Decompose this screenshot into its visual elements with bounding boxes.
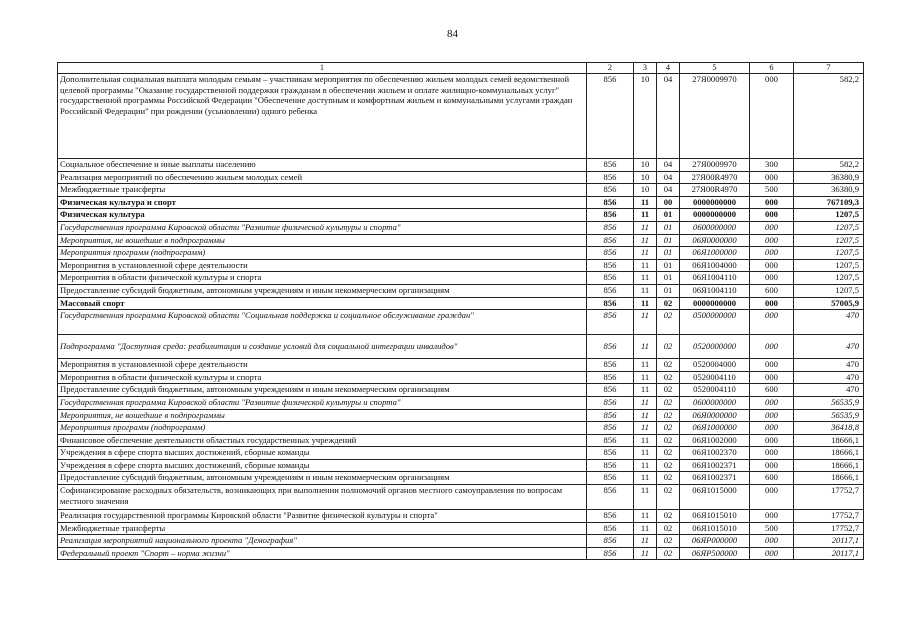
cell-department: 856	[587, 247, 634, 260]
cell-section: 11	[634, 422, 657, 435]
cell-subsection: 01	[657, 247, 680, 260]
cell-expense-type: 000	[750, 447, 794, 460]
cell-target-item: 06Я0000000	[680, 409, 750, 422]
cell-department: 856	[587, 234, 634, 247]
table-row	[58, 310, 864, 335]
header-cell-amount: 7	[794, 63, 864, 74]
cell-section: 10	[634, 159, 657, 172]
cell-name: Учреждения в сфере спорта высших достижений, сборные команды	[58, 447, 587, 460]
cell-expense-type: 000	[750, 547, 794, 560]
cell-amount: 470	[794, 384, 864, 397]
cell-amount: 1207,5	[794, 209, 864, 222]
cell-section: 11	[634, 247, 657, 260]
cell-department: 856	[587, 209, 634, 222]
table-row	[58, 196, 864, 209]
table-row	[58, 485, 864, 510]
cell-expense-type: 000	[750, 335, 794, 359]
table-row	[58, 434, 864, 447]
cell-target-item: 0520004110	[680, 371, 750, 384]
cell-target-item: 06Я1002371	[680, 459, 750, 472]
cell-subsection: 02	[657, 396, 680, 409]
cell-name: Мероприятия в области физической культуры и спорта	[58, 371, 587, 384]
cell-target-item: 06Я1015000	[680, 485, 750, 510]
cell-expense-type: 600	[750, 384, 794, 397]
cell-section: 11	[634, 284, 657, 297]
cell-subsection: 02	[657, 547, 680, 560]
cell-subsection: 01	[657, 259, 680, 272]
cell-subsection: 02	[657, 485, 680, 510]
cell-name: Подпрограмма "Доступная среда: реабилитация и создание условий для социальной интеграции инвалидов"	[58, 335, 587, 359]
cell-department: 856	[587, 196, 634, 209]
cell-section: 11	[634, 196, 657, 209]
cell-amount: 470	[794, 335, 864, 359]
cell-name: Реализация мероприятий по обеспечению жильем молодых семей	[58, 171, 587, 184]
cell-department: 856	[587, 297, 634, 310]
cell-name: Мероприятия в области физической культуры и спорта	[58, 272, 587, 285]
cell-name: Софинансирование расходных обязательств, возникающих при выполнении полномочий органов местного самоуправления по вопросам местного значения	[58, 485, 587, 510]
cell-amount: 582,2	[794, 74, 864, 159]
cell-section: 11	[634, 259, 657, 272]
cell-section: 11	[634, 547, 657, 560]
cell-expense-type: 000	[750, 409, 794, 422]
cell-department: 856	[587, 171, 634, 184]
table-row	[58, 384, 864, 397]
header-cell-target-item: 5	[680, 63, 750, 74]
cell-section: 11	[634, 535, 657, 548]
budget-table	[57, 62, 864, 560]
header-cell-section: 3	[634, 63, 657, 74]
cell-amount: 56535,9	[794, 396, 864, 409]
cell-subsection: 02	[657, 359, 680, 372]
cell-name: Межбюджетные трансферты	[58, 184, 587, 197]
cell-expense-type: 000	[750, 396, 794, 409]
cell-subsection: 02	[657, 447, 680, 460]
cell-subsection: 02	[657, 409, 680, 422]
table-row	[58, 259, 864, 272]
cell-amount: 767109,3	[794, 196, 864, 209]
cell-name: Мероприятия, не вошедшие в подпрограммы	[58, 234, 587, 247]
cell-department: 856	[587, 359, 634, 372]
cell-section: 11	[634, 384, 657, 397]
table-row	[58, 510, 864, 523]
cell-amount: 57005,9	[794, 297, 864, 310]
cell-department: 856	[587, 335, 634, 359]
cell-subsection: 02	[657, 371, 680, 384]
cell-section: 11	[634, 335, 657, 359]
cell-name: Мероприятия в установленной сфере деятельности	[58, 359, 587, 372]
cell-department: 856	[587, 74, 634, 159]
cell-section: 10	[634, 74, 657, 159]
cell-department: 856	[587, 459, 634, 472]
cell-target-item: 27Я00R4970	[680, 184, 750, 197]
cell-name: Учреждения в сфере спорта высших достижений, сборные команды	[58, 459, 587, 472]
cell-name: Мероприятия программ (подпрограмм)	[58, 422, 587, 435]
cell-subsection: 04	[657, 171, 680, 184]
cell-amount: 470	[794, 310, 864, 335]
cell-target-item: 0600000000	[680, 221, 750, 234]
table-row	[58, 272, 864, 285]
cell-expense-type: 000	[750, 297, 794, 310]
cell-section: 11	[634, 485, 657, 510]
cell-name: Государственная программа Кировской области "Развитие физической культуры и спорта"	[58, 396, 587, 409]
cell-expense-type: 600	[750, 284, 794, 297]
table-row	[58, 335, 864, 359]
cell-target-item: 06Я1004110	[680, 272, 750, 285]
cell-subsection: 02	[657, 422, 680, 435]
cell-expense-type: 000	[750, 74, 794, 159]
cell-expense-type: 000	[750, 371, 794, 384]
cell-amount: 18666,1	[794, 447, 864, 460]
cell-amount: 470	[794, 371, 864, 384]
cell-subsection: 02	[657, 522, 680, 535]
cell-name: Государственная программа Кировской области "Социальная поддержка и социальное обслуживание граждан"	[58, 310, 587, 335]
cell-amount: 17752,7	[794, 485, 864, 510]
cell-amount: 20117,1	[794, 547, 864, 560]
cell-expense-type: 000	[750, 459, 794, 472]
table-row	[58, 184, 864, 197]
cell-name: Мероприятия, не вошедшие в подпрограммы	[58, 409, 587, 422]
cell-subsection: 02	[657, 310, 680, 335]
cell-amount: 36380,9	[794, 171, 864, 184]
cell-department: 856	[587, 272, 634, 285]
header-cell-department: 2	[587, 63, 634, 74]
table-row	[58, 284, 864, 297]
table-row	[58, 522, 864, 535]
cell-subsection: 00	[657, 196, 680, 209]
cell-section: 11	[634, 234, 657, 247]
cell-subsection: 02	[657, 297, 680, 310]
cell-section: 11	[634, 221, 657, 234]
cell-expense-type: 000	[750, 272, 794, 285]
table-body	[58, 74, 864, 560]
cell-section: 11	[634, 359, 657, 372]
cell-expense-type: 000	[750, 234, 794, 247]
header-cell-name: 1	[58, 63, 587, 74]
table-row	[58, 247, 864, 260]
cell-department: 856	[587, 510, 634, 523]
cell-expense-type: 000	[750, 422, 794, 435]
cell-target-item: 0500000000	[680, 310, 750, 335]
cell-target-item: 06Я1004110	[680, 284, 750, 297]
table-row	[58, 234, 864, 247]
cell-subsection: 02	[657, 459, 680, 472]
cell-name: Реализация мероприятий национального проекта "Демография"	[58, 535, 587, 548]
cell-expense-type: 000	[750, 310, 794, 335]
cell-name: Межбюджетные трансферты	[58, 522, 587, 535]
cell-name: Мероприятия в установленной сфере деятельности	[58, 259, 587, 272]
cell-name: Физическая культура и спорт	[58, 196, 587, 209]
table-row	[58, 359, 864, 372]
cell-amount: 17752,7	[794, 522, 864, 535]
cell-amount: 1207,5	[794, 234, 864, 247]
page-number: 84	[447, 28, 458, 40]
cell-section: 10	[634, 184, 657, 197]
cell-section: 11	[634, 522, 657, 535]
table-row	[58, 171, 864, 184]
cell-name: Федеральный проект "Спорт – норма жизни"	[58, 547, 587, 560]
table-row	[58, 74, 864, 159]
cell-department: 856	[587, 310, 634, 335]
cell-subsection: 02	[657, 510, 680, 523]
cell-expense-type: 000	[750, 510, 794, 523]
cell-department: 856	[587, 371, 634, 384]
table-row	[58, 221, 864, 234]
cell-section: 11	[634, 371, 657, 384]
cell-subsection: 02	[657, 335, 680, 359]
cell-amount: 1207,5	[794, 247, 864, 260]
header-row	[58, 63, 864, 74]
cell-section: 11	[634, 459, 657, 472]
cell-expense-type: 500	[750, 184, 794, 197]
cell-name: Предоставление субсидий бюджетным, автономным учреждениям и иным некоммерческим организациям	[58, 472, 587, 485]
cell-target-item: 06ЯP000000	[680, 535, 750, 548]
table-row	[58, 409, 864, 422]
cell-amount: 17752,7	[794, 510, 864, 523]
cell-department: 856	[587, 485, 634, 510]
cell-target-item: 0000000000	[680, 209, 750, 222]
cell-amount: 36380,9	[794, 184, 864, 197]
cell-target-item: 06Я1000000	[680, 422, 750, 435]
cell-section: 11	[634, 472, 657, 485]
cell-subsection: 04	[657, 159, 680, 172]
cell-department: 856	[587, 472, 634, 485]
cell-name: Мероприятия программ (подпрограмм)	[58, 247, 587, 260]
table-row	[58, 422, 864, 435]
cell-name: Массовый спорт	[58, 297, 587, 310]
cell-department: 856	[587, 434, 634, 447]
table-row	[58, 447, 864, 460]
cell-name: Реализация государственной программы Кировской области "Развитие физической культуры и спорта"	[58, 510, 587, 523]
cell-department: 856	[587, 259, 634, 272]
cell-amount: 20117,1	[794, 535, 864, 548]
cell-subsection: 01	[657, 209, 680, 222]
cell-name: Предоставление субсидий бюджетным, автономным учреждениям и иным некоммерческим организациям	[58, 284, 587, 297]
cell-target-item: 27Я0009970	[680, 159, 750, 172]
cell-section: 10	[634, 171, 657, 184]
cell-subsection: 02	[657, 384, 680, 397]
cell-department: 856	[587, 522, 634, 535]
cell-target-item: 0000000000	[680, 196, 750, 209]
cell-amount: 1207,5	[794, 272, 864, 285]
table-row	[58, 159, 864, 172]
cell-target-item: 06Я1002000	[680, 434, 750, 447]
cell-target-item: 06Я0000000	[680, 234, 750, 247]
cell-section: 11	[634, 409, 657, 422]
cell-department: 856	[587, 535, 634, 548]
cell-expense-type: 000	[750, 535, 794, 548]
cell-subsection: 01	[657, 284, 680, 297]
cell-section: 11	[634, 510, 657, 523]
cell-department: 856	[587, 422, 634, 435]
table-row	[58, 396, 864, 409]
cell-target-item: 27Я0009970	[680, 74, 750, 159]
cell-subsection: 02	[657, 434, 680, 447]
cell-target-item: 06Я1000000	[680, 247, 750, 260]
cell-name: Социальное обеспечение и иные выплаты населению	[58, 159, 587, 172]
cell-expense-type: 000	[750, 221, 794, 234]
cell-amount: 36418,8	[794, 422, 864, 435]
cell-amount: 470	[794, 359, 864, 372]
cell-expense-type: 000	[750, 247, 794, 260]
cell-target-item: 27Я00R4970	[680, 171, 750, 184]
cell-department: 856	[587, 384, 634, 397]
cell-expense-type: 000	[750, 209, 794, 222]
cell-department: 856	[587, 159, 634, 172]
cell-target-item: 06Я1004000	[680, 259, 750, 272]
cell-expense-type: 000	[750, 196, 794, 209]
cell-amount: 1207,5	[794, 221, 864, 234]
cell-section: 11	[634, 434, 657, 447]
cell-subsection: 01	[657, 234, 680, 247]
cell-expense-type: 500	[750, 522, 794, 535]
table-row	[58, 547, 864, 560]
cell-section: 11	[634, 310, 657, 335]
cell-target-item: 0000000000	[680, 297, 750, 310]
cell-section: 11	[634, 396, 657, 409]
cell-subsection: 02	[657, 472, 680, 485]
cell-target-item: 06Я1015010	[680, 510, 750, 523]
cell-subsection: 04	[657, 74, 680, 159]
cell-department: 856	[587, 184, 634, 197]
cell-amount: 18666,1	[794, 472, 864, 485]
cell-target-item: 06ЯP500000	[680, 547, 750, 560]
table-row	[58, 297, 864, 310]
cell-department: 856	[587, 447, 634, 460]
cell-section: 11	[634, 297, 657, 310]
cell-expense-type: 300	[750, 159, 794, 172]
header-cell-expense-type: 6	[750, 63, 794, 74]
cell-expense-type: 000	[750, 485, 794, 510]
cell-subsection: 02	[657, 535, 680, 548]
cell-subsection: 01	[657, 221, 680, 234]
cell-expense-type: 000	[750, 171, 794, 184]
cell-amount: 18666,1	[794, 459, 864, 472]
cell-department: 856	[587, 409, 634, 422]
cell-expense-type: 000	[750, 259, 794, 272]
cell-target-item: 06Я1002371	[680, 472, 750, 485]
table-row	[58, 209, 864, 222]
cell-expense-type: 000	[750, 359, 794, 372]
cell-subsection: 01	[657, 272, 680, 285]
table-row	[58, 535, 864, 548]
header-cell-subsection: 4	[657, 63, 680, 74]
cell-target-item: 0520000000	[680, 335, 750, 359]
cell-name: Предоставление субсидий бюджетным, автономным учреждениям и иным некоммерческим организациям	[58, 384, 587, 397]
cell-target-item: 0520004110	[680, 384, 750, 397]
cell-department: 856	[587, 396, 634, 409]
cell-section: 11	[634, 272, 657, 285]
cell-amount: 56535,9	[794, 409, 864, 422]
cell-amount: 1207,5	[794, 284, 864, 297]
cell-department: 856	[587, 221, 634, 234]
cell-name: Дополнительная социальная выплата молодым семьям – участникам мероприятия по обеспечению жильем молодых семей ведомственной целевой программы "Оказание государственной поддержки гражданам в обеспечении жильем и оплате жилищно-коммунальных услуг" государственной программы Российской Федерации "Обеспечение доступным и комфортным жильем и коммунальными услугами граждан Российской Федерации" при рождении (усыновлении) одного ребенка	[58, 74, 587, 159]
cell-target-item: 0600000000	[680, 396, 750, 409]
cell-expense-type: 600	[750, 472, 794, 485]
cell-name: Государственная программа Кировской области "Развитие физической культуры и спорта"	[58, 221, 587, 234]
cell-expense-type: 000	[750, 434, 794, 447]
table-row	[58, 472, 864, 485]
cell-target-item: 06Я1015010	[680, 522, 750, 535]
cell-target-item: 0520004000	[680, 359, 750, 372]
cell-name: Физическая культура	[58, 209, 587, 222]
table-row	[58, 371, 864, 384]
cell-target-item: 06Я1002370	[680, 447, 750, 460]
cell-subsection: 04	[657, 184, 680, 197]
cell-name: Финансовое обеспечение деятельности областных государственных учреждений	[58, 434, 587, 447]
cell-amount: 18666,1	[794, 434, 864, 447]
cell-department: 856	[587, 547, 634, 560]
cell-section: 11	[634, 447, 657, 460]
cell-amount: 1207,5	[794, 259, 864, 272]
table-row	[58, 459, 864, 472]
cell-section: 11	[634, 209, 657, 222]
cell-amount: 582,2	[794, 159, 864, 172]
cell-department: 856	[587, 284, 634, 297]
